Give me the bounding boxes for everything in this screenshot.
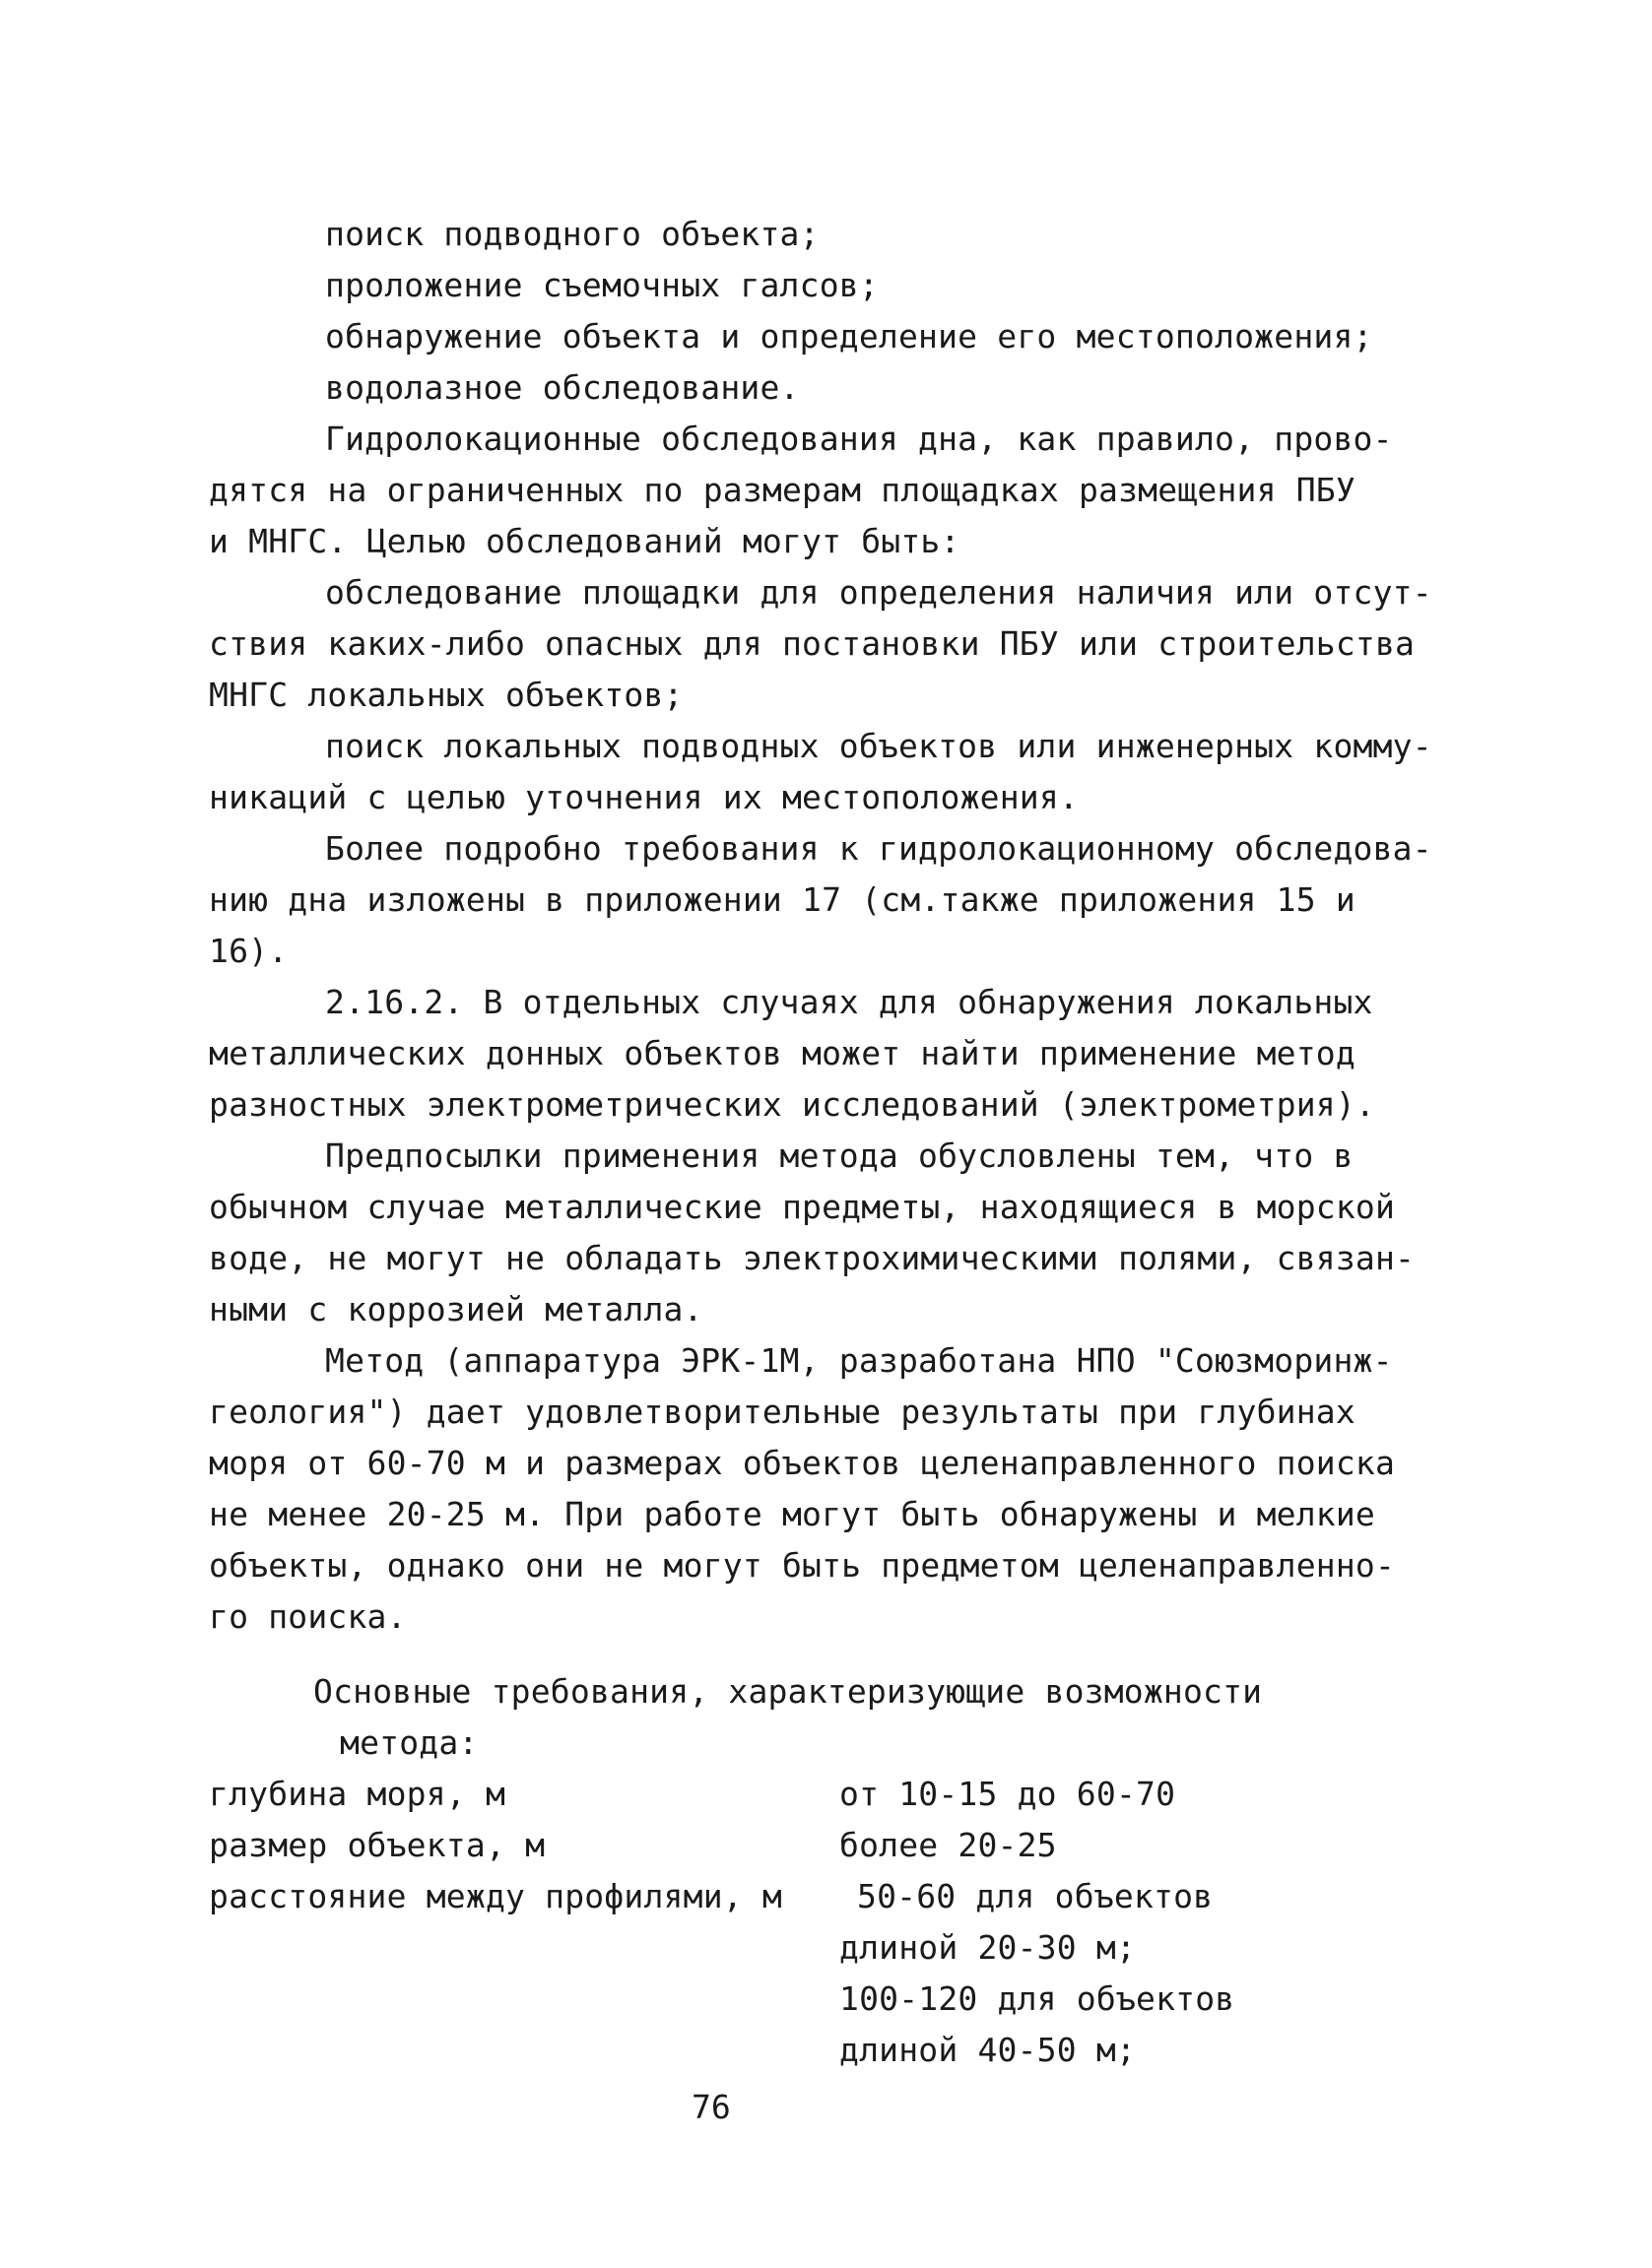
paragraph-line: 16). (209, 932, 289, 970)
requirements-heading: метода: (340, 1723, 479, 1762)
requirements-heading: Основные требования, характеризующие возможности (313, 1672, 1263, 1711)
paragraph-line: Более подробно требования к гидролокационному обследова- (325, 829, 1432, 868)
paragraph-line: 2.16.2. В отдельных случаях для обнаружения локальных (325, 983, 1373, 1021)
paragraph-line: дятся на ограниченных по размерам площадках размещения ПБУ (209, 471, 1355, 509)
paragraph-line: и МНГС. Целью обследований могут быть: (209, 522, 960, 560)
paragraph-line: металлических донных объектов может найти применение метод (209, 1034, 1355, 1072)
list-item: водолазное обследование. (325, 368, 800, 407)
paragraph-line: МНГС локальных объектов; (209, 676, 684, 714)
paragraph-line: воде, не могут не обладать электрохимическими полями, связан- (209, 1239, 1416, 1277)
paragraph-line: обследование площадки для определения наличия или отсут- (325, 573, 1432, 612)
paragraph-line: Гидролокационные обследования дна, как правило, прово- (325, 420, 1393, 458)
requirement-label: глубина моря, м (209, 1775, 506, 1813)
paragraph-line: ствия каких-либо опасных для постановки ПБУ или строительства (209, 624, 1416, 663)
requirement-label: расстояние между профилями, м (209, 1877, 782, 1915)
requirement-value-continued: длиной 20-30 м; (839, 1928, 1137, 1967)
requirement-value: более 20-25 (839, 1826, 1057, 1864)
paragraph-line: Предпосылки применения метода обусловлены тем, что в (325, 1136, 1354, 1175)
paragraph-line: объекты, однако они не могут быть предметом целенаправленно- (209, 1546, 1396, 1585)
list-item: поиск подводного объекта; (325, 215, 820, 253)
requirement-value-continued: 100-120 для объектов (839, 1979, 1235, 2018)
page-number: 76 (692, 2088, 731, 2126)
paragraph-line: Метод (аппаратура ЭРК-1М, разработана НПО "Союзморинж- (325, 1341, 1393, 1380)
paragraph-line: моря от 60-70 м и размерах объектов целенаправленного поиска (209, 1444, 1396, 1482)
requirement-label: размер объекта, м (209, 1826, 546, 1864)
list-item: проложение съемочных галсов; (325, 266, 879, 304)
paragraph-line: поиск локальных подводных объектов или инженерных комму- (325, 727, 1432, 765)
requirement-value-continued: длиной 40-50 м; (839, 2031, 1137, 2069)
paragraph-line: геология") дает удовлетворительные результаты при глубинах (209, 1393, 1355, 1431)
paragraph-line: обычном случае металлические предметы, находящиеся в морской (209, 1188, 1396, 1226)
paragraph-line: не менее 20-25 м. При работе могут быть обнаружены и мелкие (209, 1495, 1375, 1533)
paragraph-line: ными с коррозией металла. (209, 1290, 703, 1328)
paragraph-line: разностных электрометрических исследований (электрометрия). (209, 1085, 1375, 1124)
paragraph-line: никаций с целью уточнения их местоположения. (209, 778, 1079, 816)
paragraph-line: го поиска. (209, 1597, 407, 1636)
requirement-value: 50-60 для объектов (857, 1877, 1214, 1915)
list-item: обнаружение объекта и определение его местоположения; (325, 317, 1373, 356)
paragraph-line: нию дна изложены в приложении 17 (см.также приложения 15 и (209, 880, 1355, 919)
requirement-value: от 10-15 до 60-70 (839, 1775, 1176, 1813)
